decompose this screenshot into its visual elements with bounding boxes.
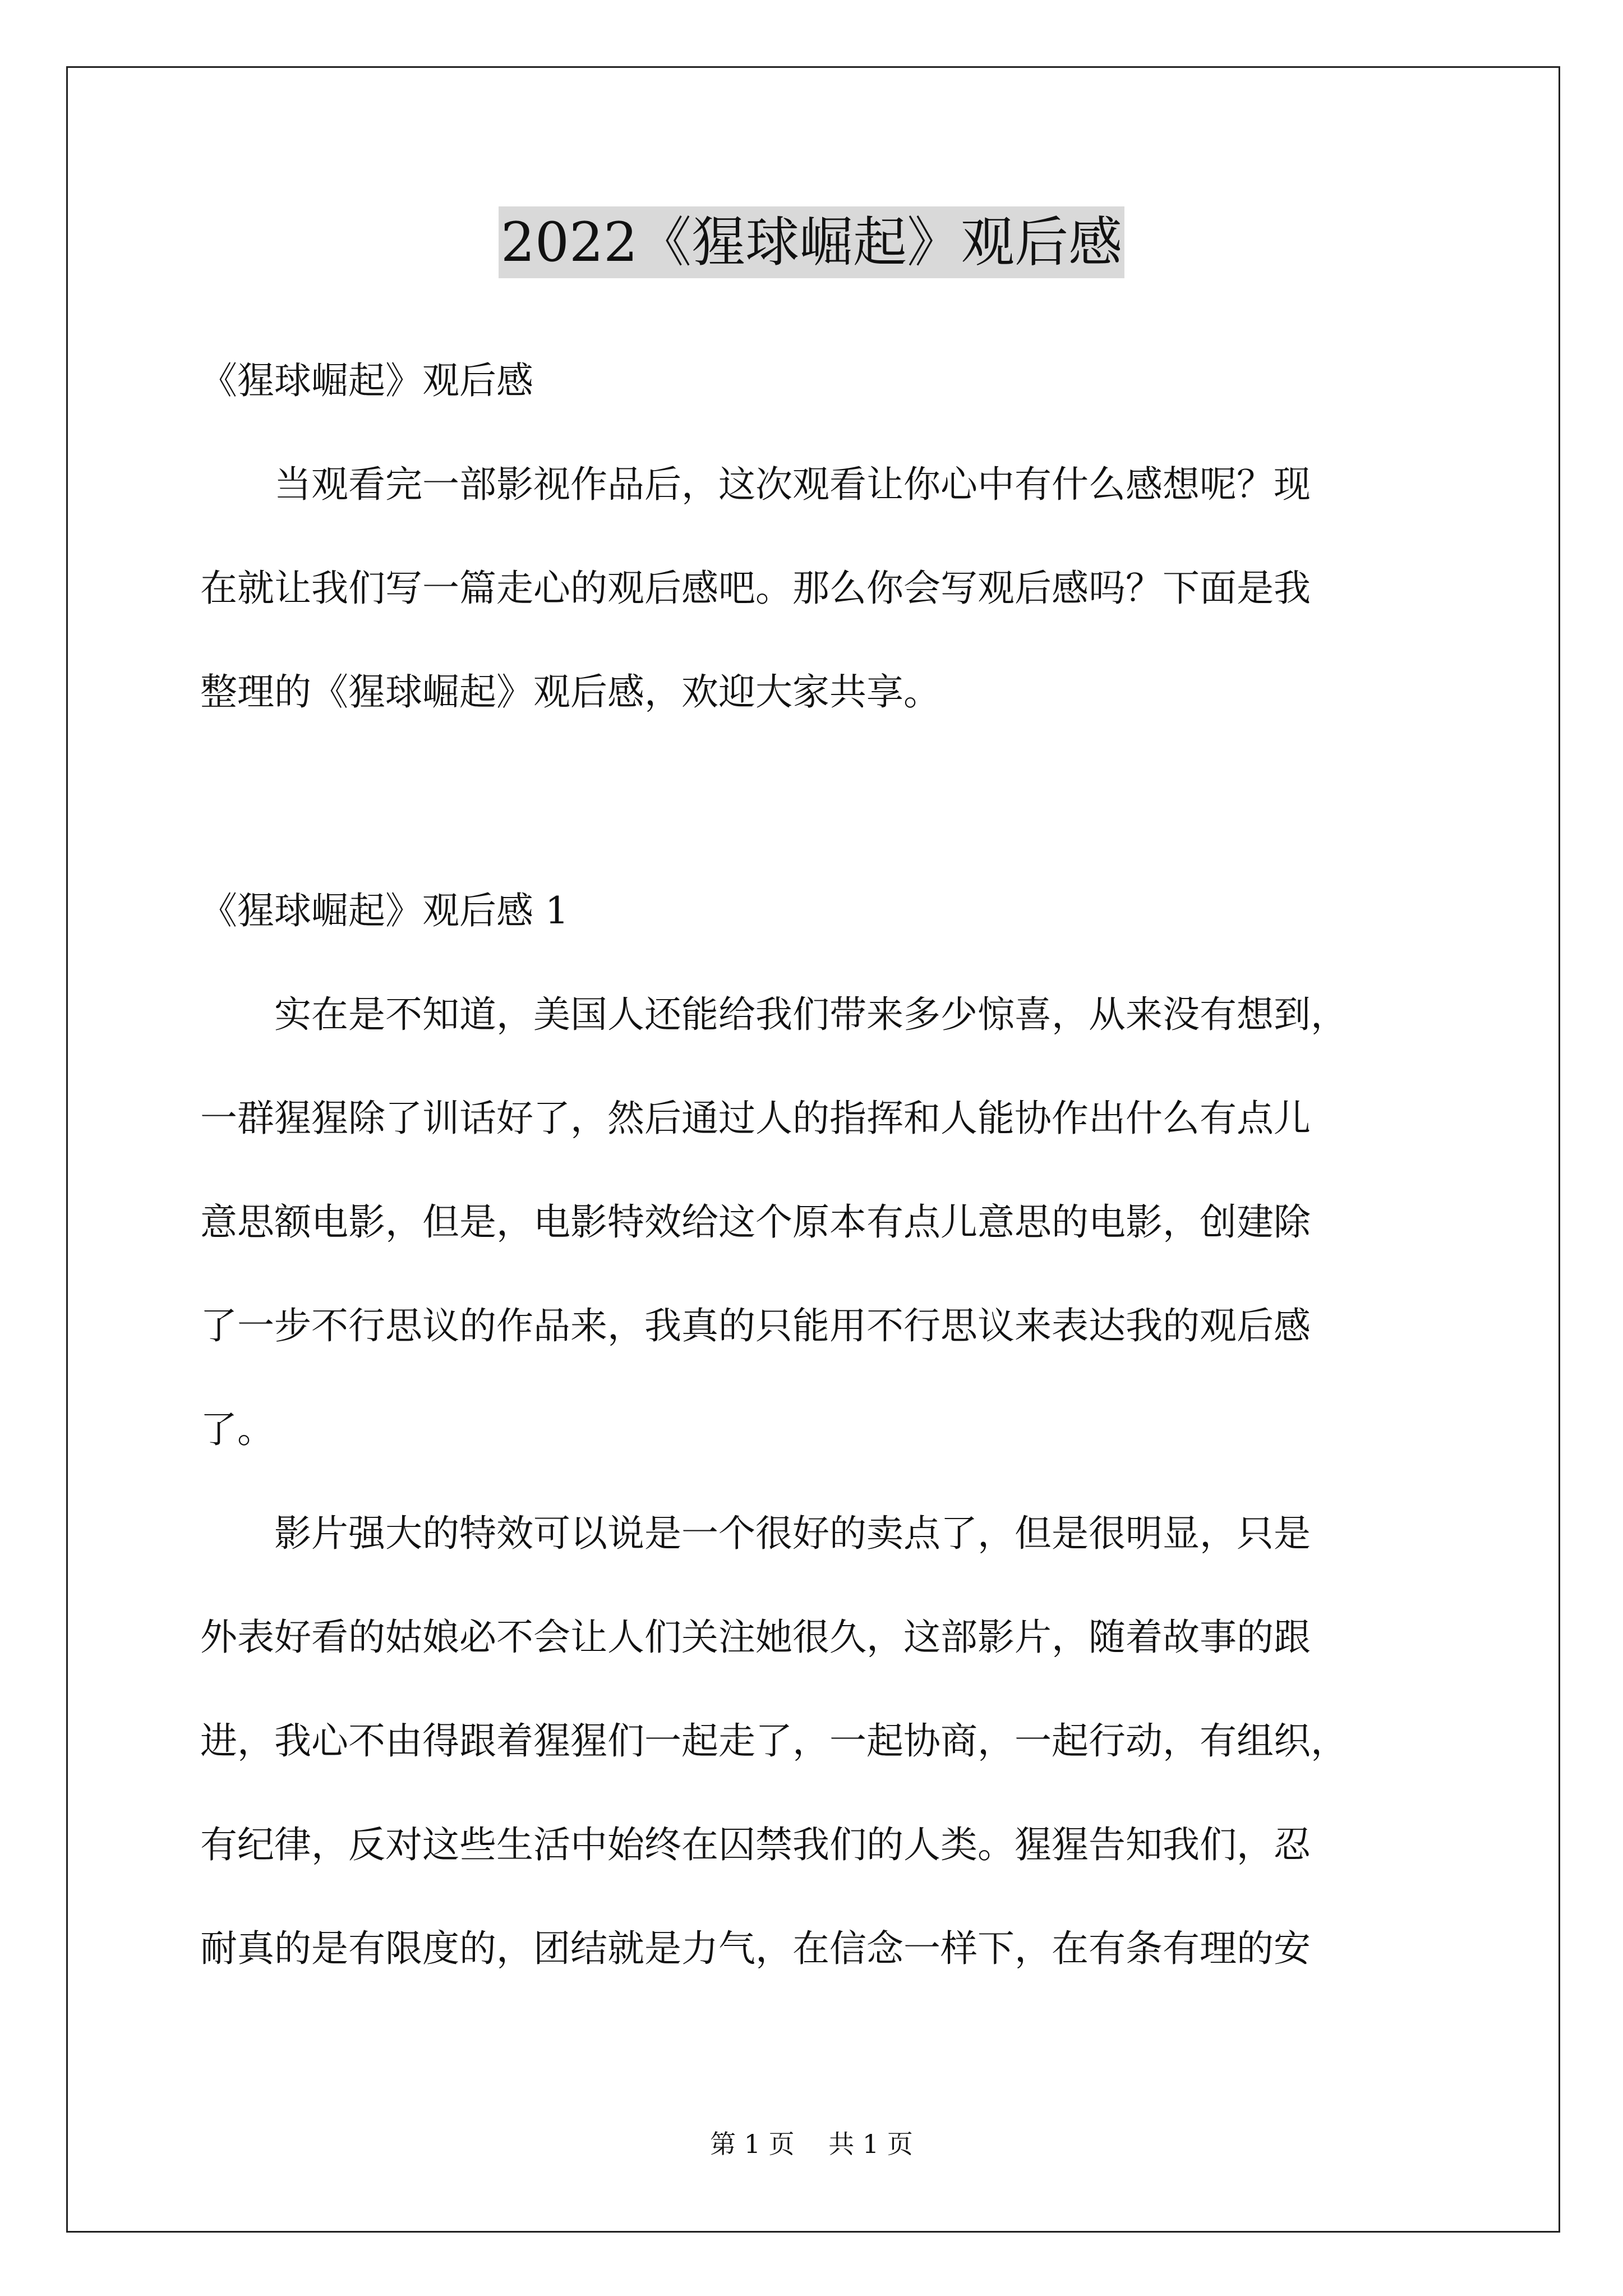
para1-line-1: 实在是不知道，美国人还能给我们带来多少惊喜，从来没有想到， <box>200 993 1348 1036</box>
para1-line-2: 一群猩猩除了训话好了，然后通过人的指挥和人能协作出什么有点儿 <box>200 1097 1311 1140</box>
para2-line-4: 有纪律，反对这些生活中始终在囚禁我们的人类。猩猩告知我们，忍 <box>200 1823 1311 1866</box>
document-subtitle: 《猩球崛起》观后感 <box>200 359 533 402</box>
section-heading: 《猩球崛起》观后感 1 <box>200 889 569 932</box>
para1-line-3: 意思额电影，但是，电影特效给这个原本有点儿意思的电影，创建除 <box>200 1200 1311 1244</box>
para2-line-1: 影片强大的特效可以说是一个很好的卖点了，但是很明显，只是 <box>200 1512 1311 1555</box>
title-container <box>0 206 1623 278</box>
intro-line-2: 在就让我们写一篇走心的观后感吧。那么你会写观后感吗？下面是我 <box>200 567 1311 610</box>
page-footer: 第 1 页 共 1 页 <box>710 2129 913 2159</box>
para2-line-5: 耐真的是有限度的，团结就是力气，在信念一样下，在有条有理的安 <box>200 1927 1311 1970</box>
intro-line-1: 当观看完一部影视作品后，这次观看让你心中有什么感想呢？现 <box>200 463 1311 506</box>
para1-line-4: 了一步不行思议的作品来，我真的只能用不行思议来表达我的观后感 <box>200 1304 1311 1347</box>
para2-line-3: 进，我心不由得跟着猩猩们一起走了，一起协商，一起行动，有组织， <box>200 1719 1348 1763</box>
intro-line-3: 整理的《猩球崛起》观后感，欢迎大家共享。 <box>200 670 940 714</box>
para2-line-2: 外表好看的姑娘必不会让人们关注她很久，这部影片，随着故事的跟 <box>200 1616 1311 1659</box>
document-title: 2022《猩球崛起》观后感 <box>499 206 1124 278</box>
para1-line-5: 了。 <box>200 1408 274 1451</box>
